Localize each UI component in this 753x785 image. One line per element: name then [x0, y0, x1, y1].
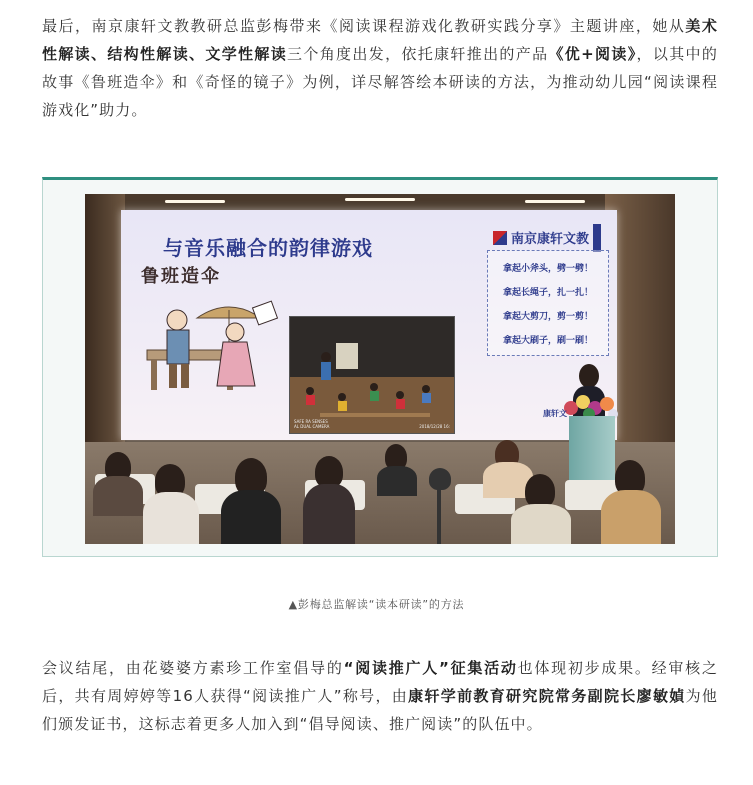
brand-mark-icon — [493, 231, 507, 245]
video-camera-watermark: SAFE RA SENSES AL DUAL CAMERA — [294, 419, 330, 429]
lyric-line: 拿起小斧头，劈一劈！ — [502, 264, 593, 274]
audience-member — [221, 490, 281, 544]
brand-name: 南京康轩文教 — [510, 232, 589, 247]
audience-member — [377, 466, 417, 496]
bold-text-run: “阅读推广人”征集活动 — [343, 659, 518, 677]
brand-logo — [493, 228, 589, 247]
article-paragraph-1 — [42, 12, 718, 124]
projection-screen — [121, 210, 617, 440]
event-photo[interactable] — [85, 194, 675, 544]
podium-sign: 康轩文 — [543, 409, 567, 418]
audience-head — [525, 474, 555, 508]
tripod-leg — [437, 488, 441, 544]
text-run: ，以其中的故事《鲁班造伞》和《奇怪的镜子》为例，详尽解答绘本研读的方法，为推动幼儿园“阅读课程游戏化”助力。 — [42, 45, 718, 119]
classroom-scene-icon — [290, 317, 454, 433]
slide-title: 与音乐融合的韵律游戏 — [163, 236, 373, 260]
ceiling-light — [165, 200, 225, 203]
bold-text-run: 《优+阅读》 — [548, 45, 637, 63]
photo-caption: ▲彭梅总监解读“读本研读”的方法 — [288, 598, 465, 611]
bold-text-run: 康轩学前教育研究院常务副院长廖敏媜 — [408, 687, 686, 705]
audience-member — [303, 484, 355, 544]
classroom-video[interactable] — [289, 316, 455, 434]
lyrics-box — [487, 250, 609, 356]
camera-tripod — [429, 468, 451, 490]
text-run: 最后，南京康轩文教教研总监彭梅带来《阅读课程游戏化教研实践分享》主题讲座，她从 — [42, 17, 686, 35]
ceiling-light — [345, 198, 415, 201]
photo-frame — [42, 177, 718, 557]
text-run: 为他们颁发证书，这标志着更多人加入到“倡导阅读、推广阅读”的队伍中。 — [42, 687, 719, 733]
podium — [569, 416, 615, 486]
illustration-luban-umbrella-icon — [137, 290, 287, 400]
audience-member — [601, 490, 661, 544]
lyric-line: 拿起大剪刀，剪一剪！ — [502, 312, 593, 322]
audience-member — [93, 476, 143, 516]
book-title: 鲁班造伞 — [141, 266, 221, 287]
ceiling-light — [525, 200, 585, 203]
text-run: 也体现初步成果。经审核之后，共有周婷婷等16人获得“阅读推广人”称号，由 — [42, 659, 718, 705]
lyric-line: 拿起长绳子，扎一扎！ — [502, 288, 593, 298]
lyric-line: 拿起大刷子，刷一刷！ — [502, 336, 593, 346]
video-date: 2018/12/28 16: — [419, 424, 450, 429]
speaker-head — [579, 364, 599, 388]
audience-member — [143, 492, 199, 544]
text-run: 三个角度出发，依托康轩推出的产品 — [287, 45, 549, 63]
audience-member — [511, 504, 571, 544]
article-paragraph-2 — [42, 654, 718, 738]
text-run: 会议结尾，由花婆婆方素珍工作室倡导的 — [42, 659, 344, 677]
brand-bar — [593, 224, 601, 252]
bold-text-run: 美术性解读、结构性解读、文学性解读 — [42, 17, 719, 63]
